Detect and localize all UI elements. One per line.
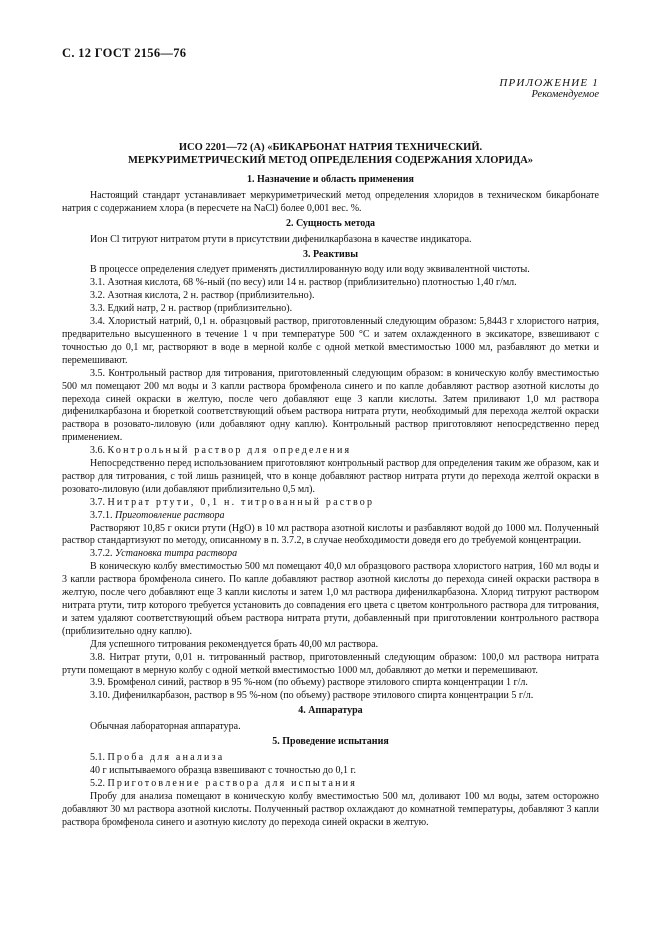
subheading-3-7-1-num: 3.7.1. — [90, 509, 113, 521]
section-heading-5: 5. Проведение испытания — [272, 736, 389, 748]
appendix-label: ПРИЛОЖЕНИЕ 1 — [499, 77, 599, 89]
paragraph-3-4: 3.4. Хлористый натрий, 0,1 н. образцовый раствор, приготовленный следующим образом: 5,8443 г хлористого натрия, предварительно высушенного в течение 1 ч при температуре 500 °С и затем охлажденного в эксикаторе, взвешивают с точностью до 0,1 мг, растворяют в воде в мерной колбе с одной меткой вместимостью 1000 мл, разбавляют до метки и перемешивают. — [62, 316, 599, 366]
title-line-1: ИСО 2201—72 (А) «БИКАРБОНАТ НАТРИЯ ТЕХНИЧЕСКИЙ. — [178, 142, 483, 153]
subheading-3-7-2 — [62, 548, 599, 561]
subheading-3-6-num: 3.6. — [90, 445, 105, 457]
subheading-3-7-num: 3.7. — [90, 496, 105, 508]
paragraph-5-2: Пробу для анализа помещают в коническую колбу вместимостью 500 мл, доливают 100 мл воды, затем осторожно добавляют 30 мл раствора азотной кислоты. Полученный раствор охлаждают до комнатной температуры, добавляют 3 капли раствора бромфенола синего и азотную кислоту до перехода синей окраски в желтую. — [62, 790, 599, 828]
subheading-3-7-title: Нитрат ртути, 0,1 н. титрованный раствор — [107, 496, 375, 508]
paragraph-3-8: 3.8. Нитрат ртути, 0,01 н. титрованный раствор, приготовленный следующим образом: 100,0 мл раствора нитрата ртути помещают в мерную колбу с одной меткой вместимостью 1000 мл, добавляют до метки и перемешивают. — [62, 651, 599, 676]
section-heading-4: 4. Аппаратура — [298, 705, 363, 717]
section-heading-3: 3. Реактивы — [302, 248, 359, 260]
subheading-5-1 — [62, 752, 599, 765]
subheading-3-7 — [62, 497, 599, 510]
paragraph-5-1: 40 г испытываемого образца взвешивают с точностью до 0,1 г. — [90, 764, 356, 776]
paragraph-2: Ион Cl титруют нитратом ртути в присутствии дифенилкарбазона в качестве индикатора. — [90, 233, 472, 245]
subheading-3-7-1 — [62, 510, 599, 523]
subheading-5-2-num: 5.2. — [90, 777, 105, 789]
paragraph-3-2: 3.2. Азотная кислота, 2 н. раствор (приблизительно). — [90, 290, 315, 302]
paragraph-3-6: Непосредственно перед использованием приготовляют контрольный раствор для определения таким же образом, как и раствор для титрования, с той лишь разницей, что в конце добавляют раствор нитрата ртути до перехода желтой окраски в розовато-лиловую (или добавляют приблизительно 0,5 мл). — [62, 458, 599, 495]
paragraph-3-7-2: В коническую колбу вместимостью 500 мл помещают 40,0 мл образцового раствора хлористого натрия, 160 мл воды и 3 капли раствора бромфенола синего. По капле добавляют раствор азотной кислоты до перехода синей окраски раствора в желтую, после чего добавляют еще 3 капли кислоты и затем 1,0 мл раствора дифенилкарбазона. Хлорид титруют раствором нитрата ртути, титр которого требуется установить до совпадения его цвета с цветом контрольного раствора для титрования, и затем удаляют соответствующий объем раствора нитрата ртути, добавленный при приготовлении контрольного раствора (приблизительно одну каплю). — [62, 561, 599, 637]
page-header: С. 12 ГОСТ 2156—76 — [62, 46, 187, 60]
paragraph-3-7-2-note: Для успешного титрования рекомендуется брать 40,00 мл раствора. — [90, 638, 379, 650]
subheading-3-7-2-title: Установка титра раствора — [115, 548, 238, 560]
paragraph-1: Настоящий стандарт устанавливает меркуриметрический метод определения хлоридов в техническом бикарбонате натрия с содержанием хлора (в пересчете на NaCl) более 0,001 вес. %. — [62, 189, 599, 214]
document-title — [62, 141, 599, 167]
section-heading-1: 1. Назначение и область применения — [247, 174, 414, 185]
paragraph-3-9: 3.9. Бромфенол синий, раствор в 95 %-ном (по объему) растворе этилового спирта концентрации 1 г/л. — [90, 677, 528, 689]
paragraph-3-5: 3.5. Контрольный раствор для титрования, приготовленный следующим образом: в коническую колбу вместимостью 500 мл помещают 200 мл воды и 3 капли раствора бромфенола синего и по капле добавляют раствор азотной кислоты до перехода синей окраски в желтую, после чего добавляют еще 3 капли кислоты. Затем приливают 1,0 мл раствора дифенилкарбазона и бюреткой соответствующий объем раствора нитрата ртути, необходимый для перехода желтой окраски раствора в розовато-лиловую (или добавляют одну каплю). Контрольный раствор приготовляют непосредственно перед применением. — [62, 367, 599, 444]
appendix-block — [499, 77, 599, 101]
subheading-3-6-title: Контрольный раствор для определения — [107, 445, 352, 457]
subheading-3-7-2-num: 3.7.2. — [90, 548, 113, 560]
paragraph-3-7-1: Растворяют 10,85 г окиси ртути (HgO) в 10 мл раствора азотной кислоты и разбавляют водой до 1000 мл. Полученный раствор стандартизуют по методу, описанному в п. 3.7.2, в случае необходимости доведя его до требуемой концентрации. — [62, 522, 599, 547]
paragraph-3-10: 3.10. Дифенилкарбазон, раствор в 95 %-ном (по объему) растворе этилового спирта концентрации 5 г/л. — [90, 690, 534, 702]
section-heading-2: 2. Сущность метода — [285, 217, 376, 229]
paragraph-3-intro: В процессе определения следует применять дистиллированную воду или воду эквивалентной чистоты. — [90, 264, 530, 276]
subheading-5-2 — [62, 778, 599, 791]
recommended-label: Рекомендуемое — [531, 89, 599, 100]
paragraph-4: Обычная лабораторная аппаратура. — [90, 721, 241, 733]
title-line-2: МЕРКУРИМЕТРИЧЕСКИЙ МЕТОД ОПРЕДЕЛЕНИЯ СОДЕРЖАНИЯ ХЛОРИДА» — [127, 155, 534, 166]
subheading-5-1-title: Проба для анализа — [107, 751, 225, 763]
subheading-3-7-1-title: Приготовление раствора — [115, 509, 225, 521]
document-body — [62, 172, 599, 829]
paragraph-3-3: 3.3. Едкий натр, 2 н. раствор (приблизительно). — [90, 303, 293, 315]
subheading-5-1-num: 5.1. — [90, 751, 105, 763]
subheading-3-6 — [62, 445, 599, 458]
subheading-5-2-title: Приготовление раствора для испытания — [107, 777, 358, 789]
paragraph-3-1: 3.1. Азотная кислота, 68 %-ный (по весу) или 14 н. раствор (приблизительно) плотностью 1,40 г/мл. — [90, 277, 517, 289]
